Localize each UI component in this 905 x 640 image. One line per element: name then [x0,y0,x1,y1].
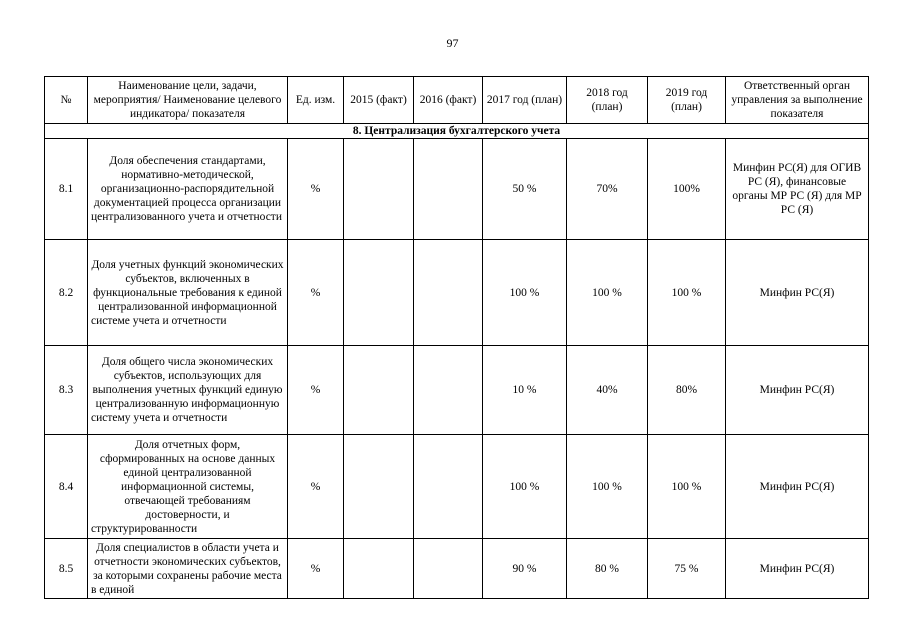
header-2018: 2018 год (план) [567,77,648,124]
row-responsible: Минфин РС(Я) [726,539,869,599]
row-2015 [344,539,414,599]
page-number: 97 [446,36,459,50]
row-num: 8.2 [45,240,88,346]
row-2015 [344,139,414,240]
row-2015 [344,346,414,435]
section-title: 8. Централизация бухгалтерского учета [45,124,869,139]
header-unit: Ед. изм. [288,77,344,124]
header-2017: 2017 год (план) [483,77,567,124]
row-unit: % [288,139,344,240]
row-2017: 10 % [483,346,567,435]
row-2015 [344,435,414,539]
row-2017: 100 % [483,240,567,346]
row-responsible: Минфин РС(Я) [726,240,869,346]
row-2016 [414,435,483,539]
row-2018: 40% [567,346,648,435]
header-num: № [45,77,88,124]
row-2019: 100 % [648,240,726,346]
table-row [45,240,869,346]
table-row [45,346,869,435]
row-2016 [414,346,483,435]
row-2018: 70% [567,139,648,240]
row-2018: 100 % [567,240,648,346]
row-2016 [414,539,483,599]
row-2015 [344,240,414,346]
row-indicator-name: Доля учетных функций экономических субъектов, включенных в функциональные требования к единой централизованной информационной системе учета и отчетности [88,240,288,346]
row-2016 [414,240,483,346]
row-unit: % [288,539,344,599]
row-indicator-name: Доля общего числа экономических субъектов, использующих для выполнения учетных функций единую централизованную информационную систему учета и отчетности [88,346,288,435]
header-responsible: Ответственный орган управления за выполнение показателя [726,77,869,124]
row-2018: 100 % [567,435,648,539]
header-name: Наименование цели, задачи, мероприятия/ Наименование целевого индикатора/ показателя [88,77,288,124]
indicators-table [44,76,869,599]
row-num: 8.5 [45,539,88,599]
row-unit: % [288,240,344,346]
row-2019: 100% [648,139,726,240]
row-responsible: Минфин РС(Я) [726,435,869,539]
table-row [45,539,869,599]
row-num: 8.4 [45,435,88,539]
row-2018: 80 % [567,539,648,599]
row-responsible: Минфин РС(Я) для ОГИВ РС (Я), финансовые органы МР РС (Я) для МР РС (Я) [726,139,869,240]
section-row [45,124,869,139]
header-2019: 2019 год (план) [648,77,726,124]
header-2016: 2016 (факт) [414,77,483,124]
table-row [45,435,869,539]
row-num: 8.1 [45,139,88,240]
row-responsible: Минфин РС(Я) [726,346,869,435]
row-2017: 90 % [483,539,567,599]
row-indicator-name: Доля отчетных форм, сформированных на основе данных единой централизованной информационной системы, отвечающей требованиям достоверности, и структурированности [88,435,288,539]
row-num: 8.3 [45,346,88,435]
row-2019: 75 % [648,539,726,599]
row-indicator-name: Доля обеспечения стандартами, нормативно-методической, организационно-распорядительной документацией процесса организации централизованного учета и отчетности [88,139,288,240]
header-2015: 2015 (факт) [344,77,414,124]
row-2019: 100 % [648,435,726,539]
row-unit: % [288,346,344,435]
row-indicator-name: Доля специалистов в области учета и отчетности экономических субъектов, за которыми сохранены рабочие места в единой [88,539,288,599]
row-2016 [414,139,483,240]
table-row [45,139,869,240]
row-2017: 100 % [483,435,567,539]
row-unit: % [288,435,344,539]
row-2019: 80% [648,346,726,435]
row-2017: 50 % [483,139,567,240]
table-header-row [45,77,869,124]
